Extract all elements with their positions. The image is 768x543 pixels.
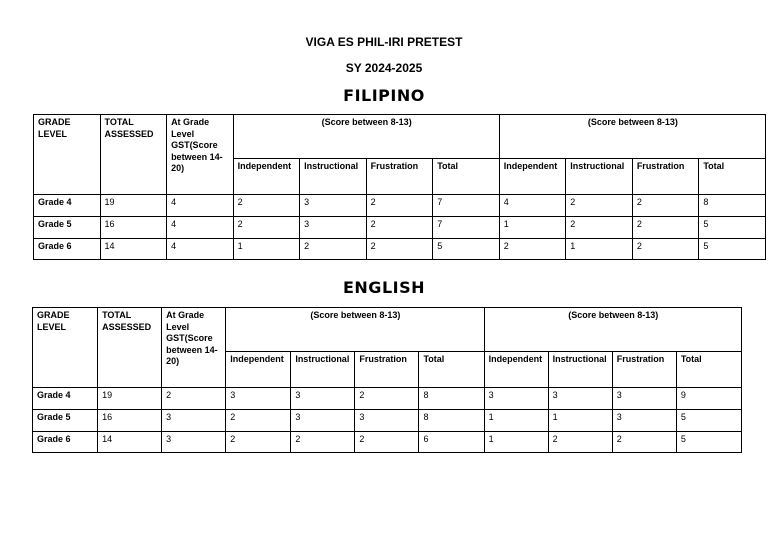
table-row xyxy=(33,432,742,453)
grade-cell: Grade 5 xyxy=(33,410,98,432)
instructional-cell: 2 xyxy=(566,195,633,217)
instructional-cell: 2 xyxy=(566,217,633,239)
total-assessed-cell: 19 xyxy=(100,195,167,217)
total-cell: 5 xyxy=(433,239,500,260)
frustration-cell: 2 xyxy=(355,388,419,410)
subheader-frustration: Frustration xyxy=(632,159,699,195)
header-total-assessed: TOTAL ASSESSED xyxy=(100,115,167,195)
total-cell: 7 xyxy=(433,195,500,217)
instructional-cell: 2 xyxy=(291,432,355,453)
total-cell: 8 xyxy=(419,388,484,410)
subheader-instructional: Instructional xyxy=(566,159,633,195)
total-cell: 5 xyxy=(676,432,741,453)
header-total-assessed: TOTAL ASSESSED xyxy=(98,308,162,388)
table-row xyxy=(33,388,742,410)
total-cell: 5 xyxy=(676,410,741,432)
independent-cell: 1 xyxy=(484,432,548,453)
total-assessed-cell: 16 xyxy=(98,410,162,432)
header-score-group-2: (Score between 8-13) xyxy=(484,308,741,352)
instructional-cell: 1 xyxy=(548,410,612,432)
total-cell: 8 xyxy=(699,195,766,217)
total-cell: 8 xyxy=(419,410,484,432)
table-row xyxy=(34,217,766,239)
header-at-grade-level: At Grade Level GST(Score between 14-20) xyxy=(162,308,226,388)
filipino-heading: FILIPINO xyxy=(343,86,425,105)
subheader-instructional: Instructional xyxy=(291,352,355,388)
total-cell: 9 xyxy=(676,388,741,410)
independent-cell: 2 xyxy=(226,410,291,432)
total-cell: 5 xyxy=(699,217,766,239)
subheader-frustration: Frustration xyxy=(366,159,433,195)
table-row xyxy=(34,195,766,217)
subheader-frustration: Frustration xyxy=(355,352,419,388)
independent-cell: 1 xyxy=(484,410,548,432)
frustration-cell: 2 xyxy=(366,217,433,239)
independent-cell: 2 xyxy=(233,217,300,239)
subheader-total: Total xyxy=(699,159,766,195)
frustration-cell: 3 xyxy=(355,410,419,432)
total-assessed-cell: 14 xyxy=(100,239,167,260)
total-assessed-cell: 19 xyxy=(98,388,162,410)
subheader-independent: Independent xyxy=(499,159,566,195)
at-grade-level-cell: 3 xyxy=(162,432,226,453)
header-at-grade-level: At Grade Level GST(Score between 14-20) xyxy=(167,115,234,195)
school-year: SY 2024-2025 xyxy=(345,61,423,75)
instructional-cell: 2 xyxy=(300,239,367,260)
instructional-cell: 3 xyxy=(300,217,367,239)
at-grade-level-cell: 4 xyxy=(167,217,234,239)
header-score-group-1: (Score between 8-13) xyxy=(233,115,499,159)
total-cell: 5 xyxy=(699,239,766,260)
filipino-table xyxy=(33,114,766,260)
total-cell: 6 xyxy=(419,432,484,453)
grade-cell: Grade 4 xyxy=(33,388,98,410)
independent-cell: 2 xyxy=(233,195,300,217)
at-grade-level-cell: 4 xyxy=(167,239,234,260)
independent-cell: 3 xyxy=(484,388,548,410)
independent-cell: 3 xyxy=(226,388,291,410)
instructional-cell: 3 xyxy=(291,410,355,432)
frustration-cell: 2 xyxy=(355,432,419,453)
total-cell: 7 xyxy=(433,217,500,239)
independent-cell: 4 xyxy=(499,195,566,217)
subheader-independent: Independent xyxy=(233,159,300,195)
subheader-independent: Independent xyxy=(484,352,548,388)
english-heading: ENGLISH xyxy=(342,278,425,297)
header-score-group-1: (Score between 8-13) xyxy=(226,308,484,352)
header-grade-level: GRADE LEVEL xyxy=(33,308,98,388)
grade-cell: Grade 4 xyxy=(34,195,101,217)
independent-cell: 2 xyxy=(499,239,566,260)
instructional-cell: 3 xyxy=(300,195,367,217)
frustration-cell: 2 xyxy=(366,195,433,217)
table-row xyxy=(33,410,742,432)
at-grade-level-cell: 4 xyxy=(167,195,234,217)
header-score-group-2: (Score between 8-13) xyxy=(499,115,765,159)
independent-cell: 1 xyxy=(499,217,566,239)
table-row xyxy=(34,239,766,260)
subheader-total: Total xyxy=(419,352,484,388)
instructional-cell: 3 xyxy=(548,388,612,410)
frustration-cell: 2 xyxy=(632,217,699,239)
instructional-cell: 3 xyxy=(291,388,355,410)
header-grade-level: GRADE LEVEL xyxy=(34,115,101,195)
at-grade-level-cell: 2 xyxy=(162,388,226,410)
independent-cell: 1 xyxy=(233,239,300,260)
subheader-independent: Independent xyxy=(226,352,291,388)
grade-cell: Grade 6 xyxy=(33,432,98,453)
subheader-frustration: Frustration xyxy=(612,352,676,388)
frustration-cell: 2 xyxy=(366,239,433,260)
english-table xyxy=(32,307,742,453)
grade-cell: Grade 6 xyxy=(34,239,101,260)
frustration-cell: 2 xyxy=(632,195,699,217)
document-title: VIGA ES PHIL-IRI PRETEST xyxy=(305,35,463,49)
instructional-cell: 2 xyxy=(548,432,612,453)
subheader-total: Total xyxy=(676,352,741,388)
subheader-instructional: Instructional xyxy=(300,159,367,195)
frustration-cell: 2 xyxy=(612,432,676,453)
at-grade-level-cell: 3 xyxy=(162,410,226,432)
subheader-instructional: Instructional xyxy=(548,352,612,388)
total-assessed-cell: 14 xyxy=(98,432,162,453)
grade-cell: Grade 5 xyxy=(34,217,101,239)
frustration-cell: 2 xyxy=(632,239,699,260)
frustration-cell: 3 xyxy=(612,388,676,410)
frustration-cell: 3 xyxy=(612,410,676,432)
independent-cell: 2 xyxy=(226,432,291,453)
subheader-total: Total xyxy=(433,159,500,195)
instructional-cell: 1 xyxy=(566,239,633,260)
total-assessed-cell: 16 xyxy=(100,217,167,239)
